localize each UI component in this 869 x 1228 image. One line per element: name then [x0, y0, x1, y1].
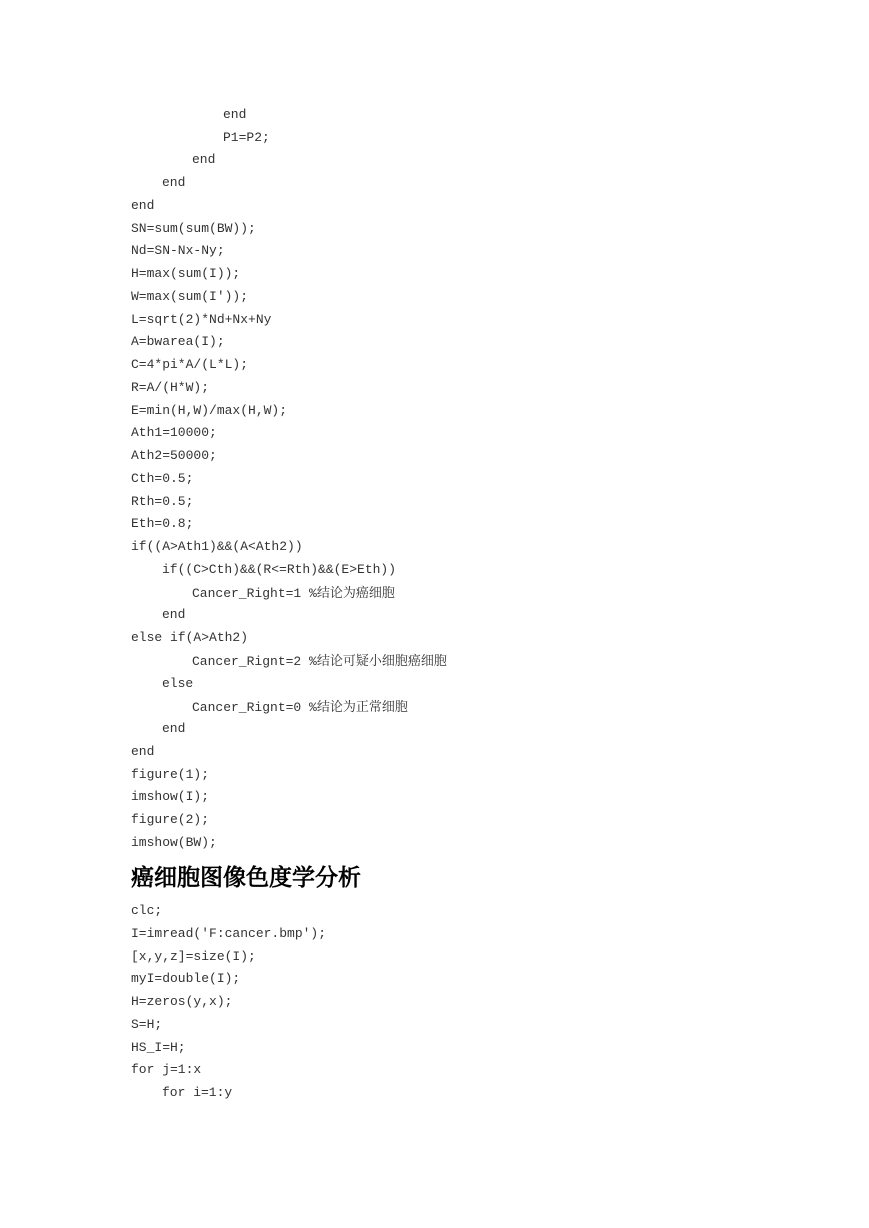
code-line: C=4*pi*A/(L*L);	[131, 357, 249, 372]
code-line: Nd=SN-Nx-Ny;	[131, 243, 225, 258]
code-line: figure(2);	[131, 812, 210, 827]
code-line: I=imread('F:cancer.bmp');	[131, 926, 327, 941]
code-line: end	[162, 175, 186, 190]
code-line: imshow(BW);	[131, 835, 217, 850]
code-line: Rth=0.5;	[131, 494, 194, 509]
code-line: W=max(sum(I'));	[131, 289, 249, 304]
code-line: clc;	[131, 903, 163, 918]
code-line: myI=double(I);	[131, 971, 241, 986]
code-line: SN=sum(sum(BW));	[131, 221, 256, 236]
code-line: HS_I=H;	[131, 1040, 186, 1055]
code-line: for i=1:y	[162, 1085, 233, 1100]
code-line: Cancer_Rignt=2 %结论可疑小细胞癌细胞	[192, 654, 447, 669]
code-line: [x,y,z]=size(I);	[131, 949, 256, 964]
code-line: Ath2=50000;	[131, 448, 217, 463]
code-line: end	[162, 721, 186, 736]
code-line: A=bwarea(I);	[131, 334, 225, 349]
code-line: if((C>Cth)&&(R<=Rth)&&(E>Eth))	[162, 562, 397, 577]
code-line: end	[192, 152, 216, 167]
code-line: Eth=0.8;	[131, 516, 194, 531]
code-line: Cth=0.5;	[131, 471, 194, 486]
code-line: imshow(I);	[131, 789, 210, 804]
code-line: end	[162, 607, 186, 622]
code-line: if((A>Ath1)&&(A<Ath2))	[131, 539, 303, 554]
code-line: else	[162, 676, 194, 691]
code-line: end	[131, 198, 155, 213]
code-line: end	[131, 744, 155, 759]
code-line: P1=P2;	[223, 130, 270, 145]
code-line: Cancer_Rignt=0 %结论为正常细胞	[192, 700, 408, 715]
code-line: E=min(H,W)/max(H,W);	[131, 403, 288, 418]
code-line: R=A/(H*W);	[131, 380, 210, 395]
code-line: H=zeros(y,x);	[131, 994, 233, 1009]
code-line: else if(A>Ath2)	[131, 630, 249, 645]
code-line: figure(1);	[131, 767, 210, 782]
code-line: for j=1:x	[131, 1062, 202, 1077]
code-line: H=max(sum(I));	[131, 266, 241, 281]
code-line: S=H;	[131, 1017, 163, 1032]
code-line: L=sqrt(2)*Nd+Nx+Ny	[131, 312, 272, 327]
code-line: end	[223, 107, 247, 122]
code-line: Ath1=10000;	[131, 425, 217, 440]
code-line: Cancer_Right=1 %结论为癌细胞	[192, 586, 395, 601]
section-heading: 癌细胞图像色度学分析	[131, 865, 361, 891]
